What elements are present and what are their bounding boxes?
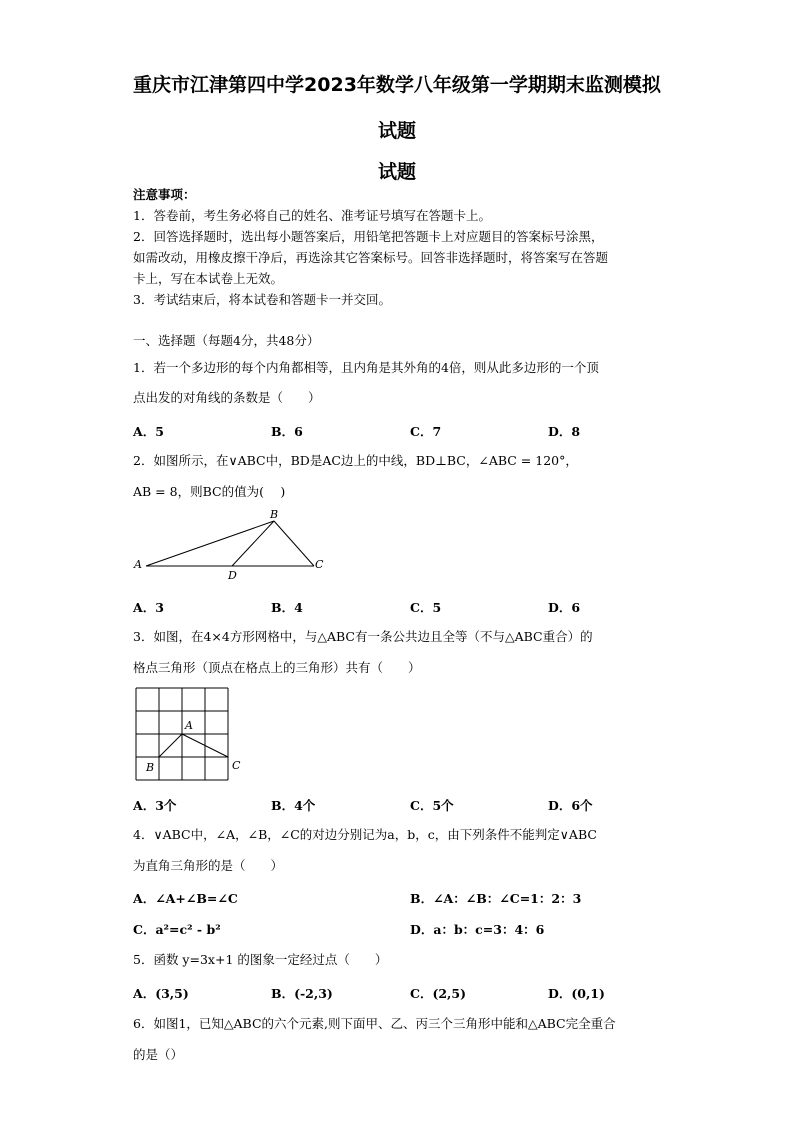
q1-option-b: B．6 <box>271 424 303 439</box>
q3-line-1: 3．如图，在4×4方形网格中，与△ABC有一条公共边且全等（不与△ABC重合）的 <box>133 629 593 644</box>
q5-option-d: D．(0,1) <box>548 986 605 1001</box>
q2-label-b: B <box>270 508 279 521</box>
notice-heading: 注意事项： <box>133 187 196 202</box>
notice-line-2c: 卡上，写在本试卷上无效。 <box>133 271 284 286</box>
q2-line-1: 2．如图所示，在∨ABC中，BD是AC边上的中线，BD⊥BC，∠ABC = 120°， <box>133 453 578 468</box>
q3-option-d: D．6个 <box>548 798 593 813</box>
q5-option-c: C．(2,5) <box>410 986 467 1001</box>
q6-line-2: 的是（） <box>133 1047 184 1062</box>
q4-line-1: 4．∨ABC中，∠A，∠B，∠C的对边分别记为a，b，c，由下列条件不能判定∨ABC <box>133 827 597 842</box>
notice-line-3: 3．考试结束后，将本试卷和答题卡一并交回。 <box>133 292 391 307</box>
q6-line-1: 6．如图1，已知△ABC的六个元素,则下面甲、乙、丙三个三角形中能和△ABC完全重合 <box>133 1016 616 1031</box>
q2-option-b: B．4 <box>271 600 303 615</box>
q1-option-a: A．5 <box>133 424 164 439</box>
q3-option-b: B．4个 <box>271 798 316 813</box>
q4-option-b: B．∠A：∠B：∠C=1：2：3 <box>410 891 582 906</box>
section-heading: 一、选择题（每题4分，共48分） <box>133 333 320 348</box>
q2-triangle-figure <box>130 508 330 583</box>
q5-line-1: 5．函数 y=3x+1 的图象一定经过点（ ） <box>133 952 388 967</box>
q2-label-d: D <box>228 569 237 582</box>
notice-line-2b: 如需改动，用橡皮擦干净后，再选涂其它答案标号。回答非选择题时，将答案写在答题 <box>133 250 609 265</box>
title-line-3: 试题 <box>377 161 416 183</box>
q3-option-a: A．3个 <box>133 798 177 813</box>
q3-option-c: C．5个 <box>410 798 454 813</box>
q4-option-a: A．∠A+∠B=∠C <box>133 891 238 906</box>
q1-line-1: 1．若一个多边形的每个内角都相等，且内角是其外角的4倍，则从此多边形的一个顶 <box>133 360 599 375</box>
q2-label-c: C <box>315 558 324 571</box>
notice-line-2a: 2．回答选择题时，选出每小题答案后，用铅笔把答题卡上对应题目的答案标号涂黑， <box>133 229 604 244</box>
q5-option-b: B．(-2,3) <box>271 986 333 1001</box>
q2-option-c: C．5 <box>410 600 442 615</box>
q4-option-d: D．a：b：c=3：4：6 <box>410 922 545 937</box>
q3-label-c: C <box>232 759 241 772</box>
q5-option-a: A．(3,5) <box>133 986 189 1001</box>
notice-line-1: 1．答卷前，考生务必将自己的姓名、准考证号填写在答题卡上。 <box>133 208 491 223</box>
title-line-1: 重庆市江津第四中学2023年数学八年级第一学期期末监测模拟 <box>133 74 661 96</box>
q3-label-a: A <box>185 719 193 732</box>
q2-line-2: AB = 8，则BC的值为( ) <box>133 484 286 499</box>
title-line-2: 试题 <box>377 120 416 142</box>
q1-line-2: 点出发的对角线的条数是（ ） <box>133 390 321 405</box>
q1-option-d: D．8 <box>548 424 581 439</box>
q4-line-2: 为直角三角形的是（ ） <box>133 858 284 873</box>
q1-option-c: C．7 <box>410 424 442 439</box>
q3-grid-figure <box>130 686 250 786</box>
q3-label-b: B <box>146 761 155 774</box>
q2-label-a: A <box>134 558 142 571</box>
q4-option-c: C．a²=c² - b² <box>133 922 221 937</box>
q2-option-a: A．3 <box>133 600 164 615</box>
q2-option-d: D．6 <box>548 600 581 615</box>
q3-line-2: 格点三角形（顶点在格点上的三角形）共有（ ） <box>133 660 421 675</box>
